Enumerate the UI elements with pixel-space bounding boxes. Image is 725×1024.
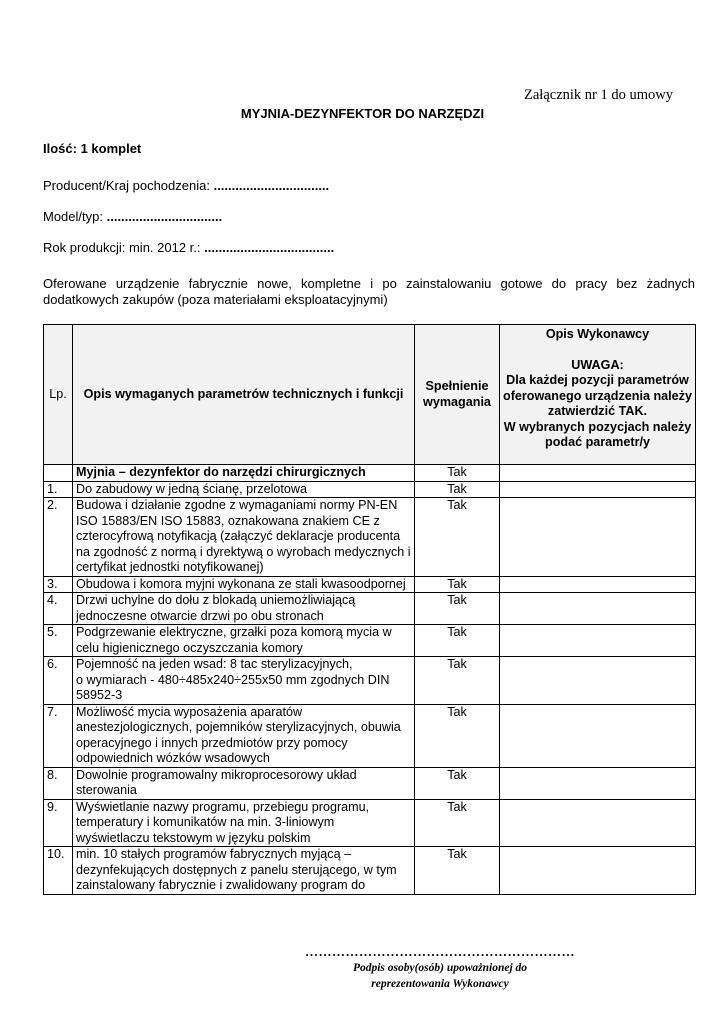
row-compliance: Tak [415, 657, 500, 705]
table-row [44, 657, 696, 705]
spec-table [43, 324, 696, 895]
table-row [44, 498, 696, 577]
row-requirement: Możliwość mycia wyposażenia aparatów anestezjologicznych, pojemników sterylizacyjnych, obuwia operacyjnego i innych przedmiotów przy pomocy odpowiednich wózków wsadowych [73, 704, 415, 767]
row-number: 7. [44, 704, 73, 767]
table-header-row [44, 325, 696, 465]
row-compliance: Tak [415, 704, 500, 767]
table-row [44, 847, 696, 895]
row-number: 3. [44, 576, 73, 593]
row-compliance: Tak [415, 799, 500, 847]
intro-paragraph: Oferowane urządzenie fabrycznie nowe, kompletne i po zainstalowaniu gotowe do pracy bez żadnych dodatkowych zakupów (poza materiałami eksploatacyjnymi) [43, 276, 695, 307]
production-year-blank: .................................... [204, 240, 335, 255]
row-compliance: Tak [415, 498, 500, 577]
row-requirement: Do zabudowy w jedną ścianę, przelotowa [73, 481, 415, 498]
section-row [44, 465, 696, 482]
row-number: 6. [44, 657, 73, 705]
row-number: 8. [44, 767, 73, 799]
signature-line: …………………………………………………… [305, 944, 575, 959]
row-contractor-description [500, 576, 696, 593]
row-contractor-description [500, 465, 696, 482]
quantity-label: Ilość: 1 komplet [43, 141, 142, 156]
model-blank: ................................ [106, 209, 223, 224]
production-year-field [43, 240, 334, 255]
table-row [44, 625, 696, 657]
row-requirement: Obudowa i komora myjni wykonana ze stali kwasoodpornej [73, 576, 415, 593]
row-contractor-description [500, 593, 696, 625]
row-requirement: Wyświetlanie nazwy programu, przebiegu programu, temperatury i komunikatów na min. 3-liniowym wyświetlaczu tekstowym w języku polskim [73, 799, 415, 847]
row-requirement: Myjnia – dezynfektor do narzędzi chirurgicznych [73, 465, 415, 482]
row-compliance: Tak [415, 593, 500, 625]
row-requirement: Budowa i działanie zgodne z wymaganiami normy PN-EN ISO 15883/EN ISO 15883, oznakowana znakiem CE z czterocyfrową notyfikacją (załączyć deklaracje producenta na zgodność z normą i dyrektywą o wyrobach medycznych i certyfikat jednostki notyfikowanej) [73, 498, 415, 577]
table-row [44, 481, 696, 498]
header-offer-title: Opis Wykonawcy [545, 327, 650, 341]
table-row [44, 593, 696, 625]
row-requirement: Drzwi uchylne do dołu z blokadą uniemożliwiającą jednoczesne otwarcie drzwi po obu stronach [73, 593, 415, 625]
row-number: 5. [44, 625, 73, 657]
production-year-label: Rok produkcji: min. 2012 r.: [43, 240, 201, 255]
row-compliance: Tak [415, 847, 500, 895]
row-contractor-description [500, 481, 696, 498]
table-row [44, 799, 696, 847]
row-compliance: Tak [415, 767, 500, 799]
row-contractor-description [500, 704, 696, 767]
row-compliance: Tak [415, 625, 500, 657]
producer-label: Producent/Kraj pochodzenia: [43, 178, 210, 193]
table-row [44, 704, 696, 767]
row-number: 10. [44, 847, 73, 895]
document-title: MYJNIA-DEZYNFEKTOR DO NARZĘDZI [240, 106, 485, 121]
row-number: 2. [44, 498, 73, 577]
row-requirement: Podgrzewanie elektryczne, grzałki poza komorą mycia w celu higienicznego oczyszczania komory [73, 625, 415, 657]
row-compliance: Tak [415, 576, 500, 593]
row-requirement: min. 10 stałych programów fabrycznych myjącą – dezynfekujących dostępnych z panelu sterującego, w tym zainstalowany fabrycznie i zwalidowany program do [73, 847, 415, 895]
row-number [44, 465, 73, 482]
model-label: Model/typ: [43, 209, 103, 224]
row-contractor-description [500, 847, 696, 895]
table-row [44, 767, 696, 799]
row-contractor-description [500, 657, 696, 705]
header-lp: Lp. [44, 325, 73, 465]
signature-block [290, 944, 590, 992]
row-number: 1. [44, 481, 73, 498]
row-compliance: Tak [415, 465, 500, 482]
row-requirement: Dowolnie programowalny mikroprocesorowy układ sterowania [73, 767, 415, 799]
producer-field [43, 178, 329, 193]
row-compliance: Tak [415, 481, 500, 498]
producer-blank: ................................ [213, 178, 330, 193]
signature-caption-line2: reprezentowania Wykonawcy [371, 978, 509, 990]
annex-label: Załącznik nr 1 do umowy [524, 87, 673, 103]
header-contractor-description [500, 325, 696, 465]
header-compliance: Spełnienie wymagania [415, 325, 500, 465]
signature-caption-line1: Podpis osoby(osób) upoważnionej do [352, 962, 528, 974]
table-row [44, 576, 696, 593]
row-contractor-description [500, 799, 696, 847]
row-contractor-description [500, 767, 696, 799]
model-field [43, 209, 222, 224]
row-requirement: Pojemność na jeden wsad: 8 tac sterylizacyjnych, o wymiarach - 480÷485x240÷255x50 mm zgodnych DIN 58952-3 [73, 657, 415, 705]
row-contractor-description [500, 625, 696, 657]
header-description: Opis wymaganych parametrów technicznych i funkcji [73, 325, 415, 465]
header-offer-note: UWAGA: Dla każdej pozycji parametrów oferowanego urządzenia należy zatwierdzić TAK. W wybranych pozycjach należy podać parametr/y [503, 357, 692, 449]
row-number: 4. [44, 593, 73, 625]
row-contractor-description [500, 498, 696, 577]
row-number: 9. [44, 799, 73, 847]
